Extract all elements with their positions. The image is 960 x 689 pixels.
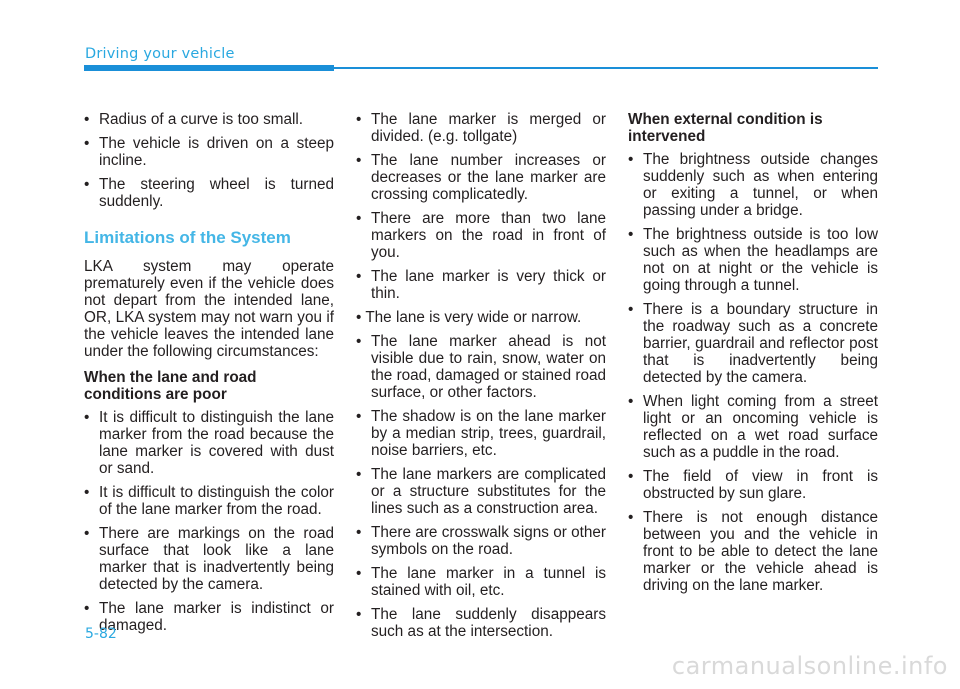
list-item: • The steering wheel is turned suddenly. [84, 176, 334, 210]
list-item: • The vehicle is driven on a steep incline. [84, 135, 334, 169]
header-rule-thin [334, 67, 878, 69]
list-item: • The lane number increases or decreases or the lane marker are crossing complicatedly. [356, 152, 606, 203]
list-item: • There are markings on the road surface that look like a lane marker that is inadvertently being detected by the camera. [84, 525, 334, 593]
list-item: • The shadow is on the lane marker by a median strip, trees, guardrail, noise barriers, etc. [356, 408, 606, 459]
page-number: 5-82 [85, 626, 117, 642]
list-item: • The field of view in front is obstructed by sun glare. [628, 468, 878, 502]
list-item: • It is difficult to distinguish the lane marker from the road because the lane marker is covered with dust or sand. [84, 409, 334, 477]
sub-heading-lane-road: When the lane and road conditions are poor [84, 369, 257, 403]
section-header-title: Driving your vehicle [85, 46, 235, 62]
intro-paragraph: LKA system may operate prematurely even if the vehicle does not depart from the intended lane, OR, LKA system may not warn you if the vehicle leaves the intended lane under the following circumstances: [84, 258, 334, 360]
text-column-1 [84, 111, 334, 641]
text-column-2 [356, 111, 606, 647]
condition-list [356, 111, 606, 640]
section-heading: Limitations of the System [84, 228, 291, 247]
list-item: • When light coming from a street light or an oncoming vehicle is reflected on a wet road surface such as a puddle in the road. [628, 393, 878, 461]
list-item: • The lane marker is merged or divided. (e.g. tollgate) [356, 111, 606, 145]
condition-list-bottom [84, 409, 334, 634]
list-item: • There is not enough distance between you and the vehicle in front to be able to detect the lane marker or the vehicle ahead is driving on the lane marker. [628, 509, 878, 594]
list-item: • There is a boundary structure in the roadway such as a concrete barrier, guardrail and reflector post that is inadvertently being detected by the camera. [628, 301, 878, 386]
list-item: • The lane marker in a tunnel is stained with oil, etc. [356, 565, 606, 599]
list-item: • The lane is very wide or narrow. [356, 309, 582, 326]
condition-list [628, 151, 878, 594]
list-item: • It is difficult to distinguish the color of the lane marker from the road. [84, 484, 334, 518]
list-item: • The lane marker is very thick or thin. [356, 268, 606, 302]
list-item: • The lane suddenly disappears such as at the intersection. [356, 606, 606, 640]
list-item: • The brightness outside is too low such as when the headlamps are not on at night or the vehicle is going through a tunnel. [628, 226, 878, 294]
header-rule-thick [84, 65, 334, 71]
watermark: carmanualsonline.info [671, 652, 948, 680]
list-item: • The brightness outside changes suddenly such as when entering or exiting a tunnel, or when passing under a bridge. [628, 151, 878, 219]
condition-list-top [84, 111, 334, 210]
list-item: • There are crosswalk signs or other symbols on the road. [356, 524, 606, 558]
list-item: • The lane marker ahead is not visible due to rain, snow, water on the road, damaged or stained road surface, or other factors. [356, 333, 606, 401]
list-item: • The lane markers are complicated or a structure substitutes for the lines such as a construction area. [356, 466, 606, 517]
list-item: • The lane marker is indistinct or damaged. [84, 600, 334, 634]
text-column-3 [628, 111, 878, 601]
list-item: • There are more than two lane markers on the road in front of you. [356, 210, 606, 261]
sub-heading-external-condition: When external condition is intervened [628, 111, 823, 145]
list-item: • Radius of a curve is too small. [84, 111, 334, 128]
